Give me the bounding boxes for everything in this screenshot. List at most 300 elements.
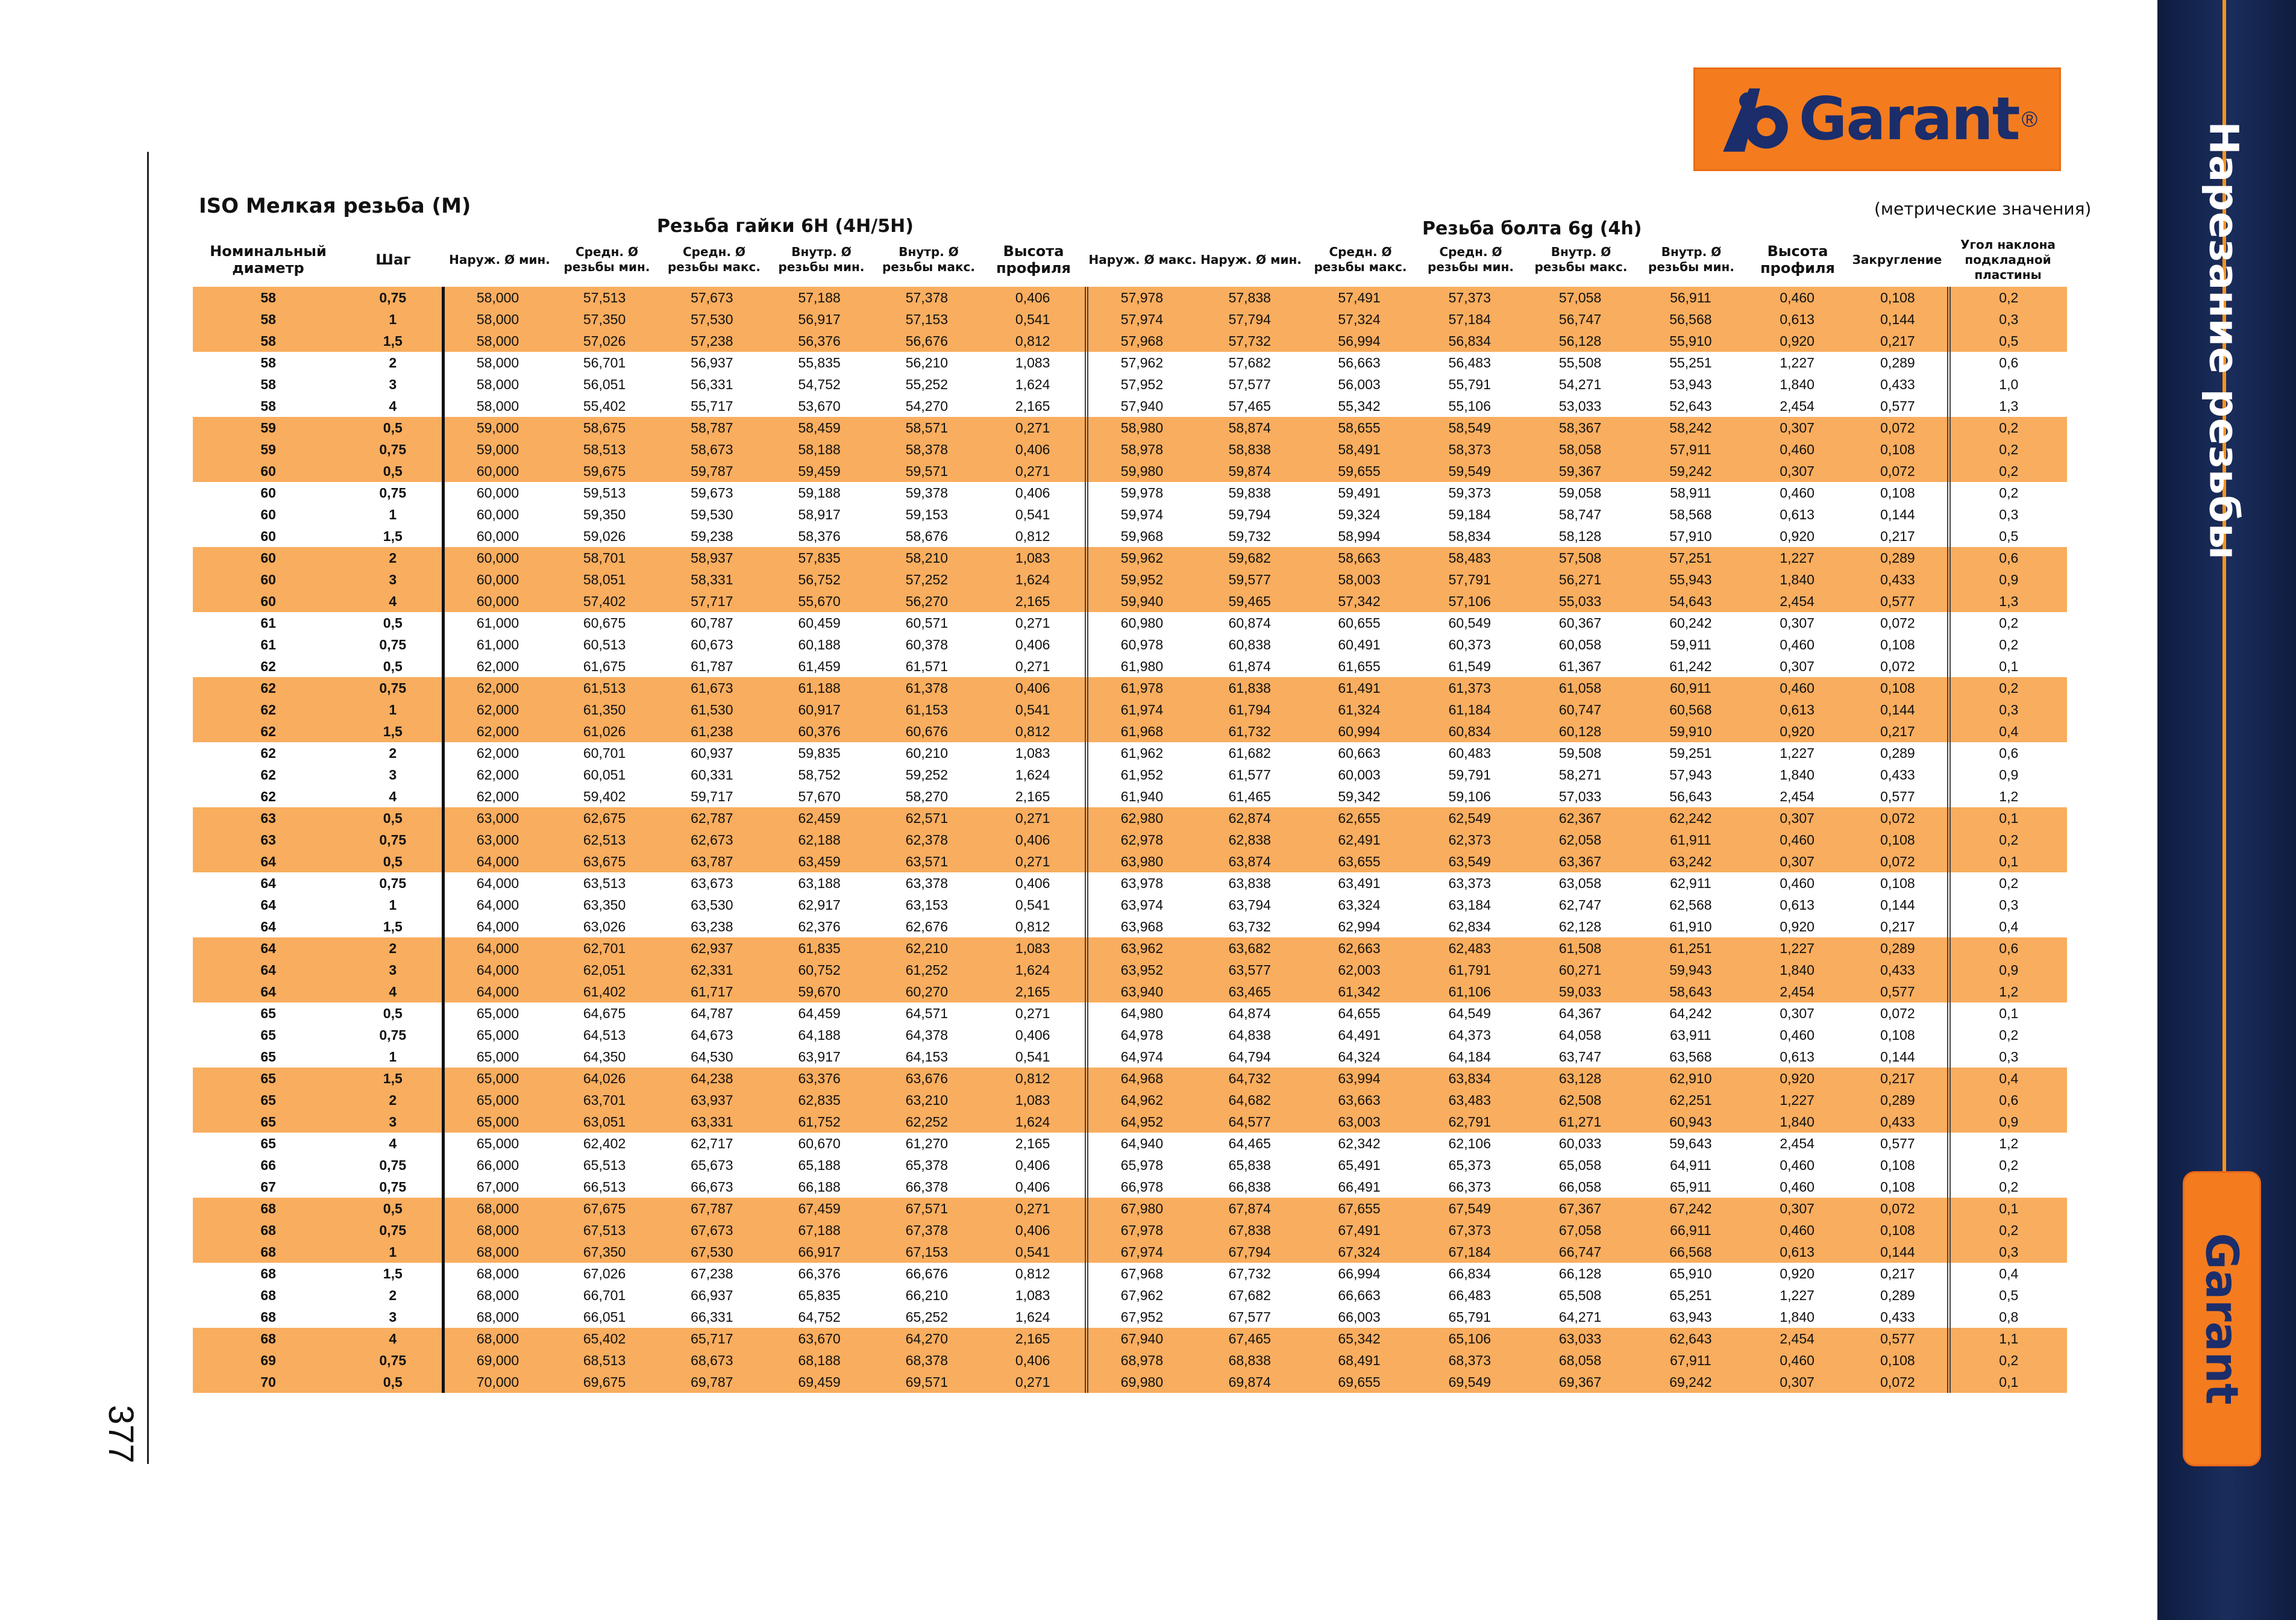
cell-bolt-inner-max: 57,058: [1525, 287, 1635, 308]
cell-nut-pitch-min: 56,051: [583, 376, 626, 392]
table-row: [193, 395, 2067, 417]
table-row: [193, 612, 2067, 634]
cell-nut-pitch-min: 59,675: [551, 460, 658, 482]
cell-bolt-pitch-min: 66,483: [1448, 1287, 1491, 1303]
cell-bolt-inner-min: 58,568: [1669, 506, 1712, 522]
cell-bolt-pitch-max: 64,324: [1338, 1048, 1381, 1065]
cell-bolt-inner-min: 55,251: [1669, 354, 1712, 371]
cell-nut-pitch-min: 65,513: [583, 1157, 626, 1173]
cell-nut-inner-min: 62,835: [766, 1089, 873, 1111]
cell-nut-inner-max: 55,252: [905, 376, 949, 392]
cell-nut-inner-min: 59,670: [766, 981, 873, 1002]
cell-nut-pitch-min: 64,513: [583, 1027, 626, 1043]
cell-nut-outer-min: 60,000: [444, 569, 551, 590]
cell-nut-pitch-max: 61,238: [658, 721, 765, 742]
cell-nominal: 58: [193, 330, 343, 352]
cell-rounding: 0,108: [1880, 1027, 1915, 1043]
cell-bolt-outer-max: 58,980: [1087, 417, 1195, 439]
cell-bolt-inner-min: 61,911: [1636, 829, 1746, 851]
cell-helix-angle: 1,2: [1949, 786, 2067, 807]
cell-bolt-profile: 0,307: [1746, 851, 1848, 872]
cell-bolt-pitch-max: 63,663: [1304, 1089, 1414, 1111]
cell-bolt-inner-max: 66,747: [1525, 1241, 1635, 1263]
cell-bolt-outer-min: 59,682: [1196, 547, 1304, 569]
cell-rounding: 0,072: [1848, 851, 1948, 872]
cell-pitch: 1: [343, 699, 443, 721]
cell-rounding: 0,289: [1880, 1287, 1915, 1303]
cell-helix-angle: 1,2: [1949, 1133, 2067, 1154]
cell-rounding: 0,433: [1880, 1309, 1915, 1325]
cell-bolt-profile: 0,307: [1746, 460, 1848, 482]
cell-bolt-profile: 0,307: [1746, 417, 1848, 439]
cell-bolt-inner-min: 55,943: [1636, 569, 1746, 590]
units-note: (метрические значения): [1874, 199, 2092, 219]
cell-helix-angle: 1,3: [1949, 395, 2067, 417]
cell-bolt-pitch-min: 63,834: [1414, 1068, 1525, 1089]
cell-nut-pitch-max: 61,530: [658, 699, 765, 721]
cell-nut-pitch-max: 63,787: [658, 851, 765, 872]
col-header-nut-pitch-min: Средн. Ø резьбы мин.: [563, 245, 650, 274]
cell-bolt-outer-min: 67,732: [1228, 1265, 1271, 1281]
cell-rounding: 0,144: [1880, 896, 1915, 913]
cell-bolt-pitch-min: 59,373: [1448, 484, 1491, 501]
cell-nut-inner-min: 66,376: [798, 1265, 841, 1281]
cell-bolt-inner-min: 63,943: [1669, 1309, 1712, 1325]
cell-bolt-profile: 0,460: [1746, 439, 1848, 460]
col-header-bolt-inner-min: Внутр. Ø резьбы мин.: [1648, 245, 1734, 274]
cell-bolt-outer-min: 57,794: [1196, 308, 1304, 330]
cell-bolt-pitch-max: 61,324: [1304, 699, 1414, 721]
cell-helix-angle: 0,3: [1949, 1046, 2067, 1068]
cell-bolt-inner-min: 61,242: [1669, 658, 1712, 674]
cell-bolt-inner-max: 62,128: [1558, 918, 1602, 934]
cell-bolt-profile: 1,227: [1780, 1287, 1815, 1303]
cell-nominal: 63: [193, 807, 343, 829]
cell-nut-profile: 0,406: [980, 439, 1087, 460]
cell-bolt-pitch-min: 56,834: [1414, 330, 1525, 352]
cell-bolt-inner-max: 56,271: [1525, 569, 1635, 590]
cell-bolt-pitch-min: 62,373: [1414, 829, 1525, 851]
cell-helix-angle: 0,2: [1949, 872, 2067, 894]
cell-nut-outer-min: 64,000: [444, 959, 551, 981]
cell-nut-outer-min: 62,000: [444, 699, 551, 721]
cell-bolt-inner-max: 60,747: [1525, 699, 1635, 721]
cell-nut-pitch-max: 58,937: [658, 547, 765, 569]
cell-bolt-inner-min: 56,643: [1669, 788, 1712, 804]
margin-rule: [147, 152, 149, 1464]
table-row: [193, 1306, 2067, 1328]
cell-bolt-outer-min: 67,794: [1196, 1241, 1304, 1263]
cell-helix-angle: 0,6: [1949, 937, 2067, 959]
cell-nut-outer-min: 62,000: [444, 742, 551, 764]
cell-bolt-outer-min: 63,732: [1228, 918, 1271, 934]
cell-nut-pitch-min: 61,026: [551, 721, 658, 742]
cell-nut-pitch-min: 60,051: [583, 766, 626, 783]
cell-nut-profile: 1,083: [1015, 1287, 1050, 1303]
cell-rounding: 0,289: [1880, 354, 1915, 371]
cell-nut-profile: 0,541: [980, 1241, 1087, 1263]
cell-nut-pitch-min: 58,701: [551, 547, 658, 569]
cell-bolt-outer-max: 57,978: [1087, 287, 1195, 308]
cell-nut-pitch-min: 66,513: [583, 1178, 626, 1195]
cell-bolt-inner-max: 68,058: [1525, 1349, 1635, 1371]
cell-bolt-profile: 0,613: [1746, 699, 1848, 721]
cell-nut-pitch-min: 64,675: [583, 1005, 626, 1021]
cell-nut-inner-max: 60,210: [905, 745, 949, 761]
cell-nut-pitch-min: 59,026: [583, 528, 626, 544]
garant-emblem-icon: [1717, 81, 1794, 158]
cell-bolt-pitch-max: 62,342: [1338, 1135, 1381, 1151]
table-row: [193, 504, 2067, 525]
cell-bolt-inner-max: 62,508: [1525, 1089, 1635, 1111]
table-row: [193, 916, 2067, 937]
cell-rounding: 0,144: [1880, 506, 1915, 522]
cell-bolt-inner-min: 59,242: [1636, 460, 1746, 482]
cell-bolt-inner-max: 60,128: [1525, 721, 1635, 742]
cell-nut-profile: 0,271: [1015, 658, 1050, 674]
cell-nut-profile: 0,812: [980, 1068, 1087, 1089]
cell-bolt-profile: 1,840: [1780, 376, 1815, 392]
cell-nut-pitch-max: 59,787: [658, 460, 765, 482]
cell-bolt-profile: 0,920: [1780, 528, 1815, 544]
table-row: [193, 1219, 2067, 1241]
cell-pitch: 2: [389, 1287, 397, 1303]
cell-bolt-pitch-max: 59,491: [1338, 484, 1381, 501]
cell-nut-inner-min: 61,835: [766, 937, 873, 959]
cell-nut-pitch-max: 59,530: [691, 506, 733, 522]
cell-helix-angle: 0,2: [1949, 1349, 2067, 1371]
cell-nut-pitch-max: 57,238: [658, 330, 765, 352]
cell-bolt-inner-max: 60,058: [1558, 636, 1602, 652]
cell-bolt-pitch-min: 68,373: [1414, 1349, 1525, 1371]
cell-nut-profile: 1,083: [1015, 745, 1050, 761]
cell-bolt-outer-min: 67,577: [1228, 1309, 1271, 1325]
cell-nut-inner-max: 61,252: [873, 959, 980, 981]
cell-nut-profile: 1,624: [1015, 766, 1050, 783]
table-row: [193, 460, 2067, 482]
cell-nut-inner-max: 66,676: [905, 1265, 949, 1281]
cell-bolt-outer-min: 57,577: [1228, 376, 1271, 392]
cell-nut-inner-min: 63,459: [766, 851, 873, 872]
cell-rounding: 0,433: [1848, 569, 1948, 590]
cell-nut-inner-max: 66,378: [905, 1178, 949, 1195]
cell-bolt-inner-max: 63,747: [1558, 1048, 1602, 1065]
cell-nut-inner-min: 63,188: [798, 875, 841, 891]
cell-nut-outer-min: 64,000: [444, 872, 551, 894]
cell-bolt-profile: 0,920: [1746, 330, 1848, 352]
cell-helix-angle: 0,2: [1949, 634, 2067, 655]
cell-nut-inner-max: 64,571: [905, 1005, 949, 1021]
cell-nut-pitch-max: 63,331: [658, 1111, 765, 1133]
cell-rounding: 0,289: [1880, 745, 1915, 761]
cell-nut-inner-max: 63,210: [873, 1089, 980, 1111]
cell-bolt-profile: 0,920: [1780, 1265, 1815, 1281]
cell-nominal: 68: [260, 1309, 276, 1325]
cell-nut-outer-min: 58,000: [444, 395, 551, 417]
cell-bolt-pitch-min: 62,834: [1448, 918, 1491, 934]
cell-nut-profile: 0,541: [1015, 896, 1050, 913]
cell-nut-inner-max: 63,153: [905, 896, 949, 913]
col-header-bolt-outer-min: Наруж. Ø мин.: [1200, 252, 1302, 267]
cell-bolt-outer-min: 61,794: [1196, 699, 1304, 721]
cell-pitch: 0,5: [343, 1371, 443, 1393]
cell-nut-pitch-max: 67,238: [691, 1265, 733, 1281]
table-row: [193, 872, 2067, 894]
cell-bolt-profile: 0,460: [1780, 1157, 1815, 1173]
table-row: [193, 308, 2067, 330]
table-row: [193, 287, 2067, 308]
cell-bolt-pitch-max: 63,655: [1304, 851, 1414, 872]
cell-nominal: 64: [260, 896, 276, 913]
cell-nominal: 58: [193, 287, 343, 308]
cell-bolt-outer-min: 68,838: [1196, 1349, 1304, 1371]
col-header-helix-angle: Угол наклона подкладной пластины: [1960, 237, 2056, 282]
cell-nut-inner-max: 59,153: [905, 506, 949, 522]
col-header-bolt-inner-max: Внутр. Ø резьбы макс.: [1534, 245, 1628, 274]
page-number: [84, 1398, 157, 1470]
cell-pitch: 0,75: [379, 875, 407, 891]
table-row: [193, 677, 2067, 699]
cell-helix-angle: 0,3: [1949, 894, 2067, 916]
cell-nut-profile: 0,271: [980, 460, 1087, 482]
cell-rounding: 0,108: [1880, 636, 1915, 652]
cell-bolt-pitch-min: 65,106: [1414, 1328, 1525, 1349]
cell-nut-pitch-min: 61,513: [551, 677, 658, 699]
cell-nut-inner-max: 63,378: [905, 875, 949, 891]
cell-nominal: 68: [193, 1198, 343, 1219]
cell-nut-inner-max: 62,676: [905, 918, 949, 934]
cell-pitch: 0,75: [343, 1219, 443, 1241]
cell-bolt-pitch-min: 64,549: [1448, 1005, 1491, 1021]
cell-nut-inner-min: 64,459: [798, 1005, 841, 1021]
cell-nominal: 65: [260, 1027, 276, 1043]
cell-rounding: 0,108: [1880, 1157, 1915, 1173]
cell-bolt-pitch-max: 56,003: [1338, 376, 1381, 392]
cell-pitch: 3: [389, 376, 397, 392]
cell-bolt-profile: 0,920: [1780, 918, 1815, 934]
cell-nominal: 67: [260, 1178, 276, 1195]
cell-pitch: 0,75: [379, 1157, 407, 1173]
cell-nominal: 68: [193, 1328, 343, 1349]
cell-bolt-outer-max: 57,952: [1087, 374, 1195, 395]
cell-nut-pitch-min: 58,675: [551, 417, 658, 439]
cell-nut-pitch-max: 60,937: [691, 745, 733, 761]
cell-bolt-inner-max: 59,058: [1558, 484, 1602, 501]
cell-nut-pitch-min: 67,675: [551, 1198, 658, 1219]
cell-nut-inner-max: 65,252: [905, 1309, 949, 1325]
cell-helix-angle: 0,2: [1949, 1154, 2067, 1176]
cell-helix-angle: 0,2: [1949, 287, 2067, 308]
table-row: [193, 590, 2067, 612]
cell-nut-inner-min: 60,917: [766, 699, 873, 721]
cell-bolt-inner-min: 65,910: [1669, 1265, 1712, 1281]
cell-bolt-outer-max: 59,962: [1087, 547, 1195, 569]
cell-nut-pitch-min: 59,513: [583, 484, 626, 501]
cell-bolt-inner-max: 56,747: [1525, 308, 1635, 330]
cell-bolt-pitch-max: 67,491: [1304, 1219, 1414, 1241]
cell-bolt-inner-min: 63,911: [1670, 1027, 1711, 1043]
cell-bolt-outer-max: 61,974: [1087, 699, 1195, 721]
cell-bolt-pitch-max: 67,324: [1304, 1241, 1414, 1263]
cell-pitch: 2: [389, 354, 397, 371]
cell-nut-outer-min: 61,000: [444, 612, 551, 634]
cell-bolt-inner-max: 53,033: [1558, 398, 1602, 414]
cell-nut-pitch-max: 63,937: [658, 1089, 765, 1111]
cell-nut-pitch-max: 61,673: [658, 677, 765, 699]
cell-nominal: 62: [260, 766, 276, 783]
cell-pitch: 2: [343, 1089, 443, 1111]
table-row: [193, 569, 2067, 590]
cell-nominal: 62: [260, 745, 276, 761]
cell-bolt-pitch-min: 58,834: [1448, 528, 1491, 544]
cell-nut-outer-min: 60,000: [444, 460, 551, 482]
table-row: [193, 829, 2067, 851]
cell-nut-inner-min: 53,670: [798, 398, 841, 414]
cell-nut-pitch-min: 58,051: [551, 569, 658, 590]
table-row: [193, 1263, 2067, 1284]
cell-bolt-pitch-max: 63,324: [1338, 896, 1381, 913]
cell-rounding: 0,072: [1848, 807, 1948, 829]
cell-bolt-outer-min: 63,577: [1196, 959, 1304, 981]
cell-nut-inner-max: 68,378: [873, 1349, 980, 1371]
cell-nut-pitch-max: 62,673: [658, 829, 765, 851]
cell-bolt-profile: 0,920: [1746, 1068, 1848, 1089]
cell-nut-inner-max: 54,270: [905, 398, 949, 414]
cell-nut-profile: 0,812: [1015, 918, 1050, 934]
cell-pitch: 0,5: [343, 807, 443, 829]
cell-pitch: 3: [343, 569, 443, 590]
cell-bolt-inner-min: 60,242: [1669, 615, 1712, 631]
cell-bolt-outer-max: 67,952: [1087, 1306, 1195, 1328]
cell-bolt-outer-min: 61,874: [1228, 658, 1271, 674]
cell-bolt-pitch-min: 63,373: [1448, 875, 1491, 891]
cell-nut-outer-min: 60,000: [444, 504, 551, 525]
cell-nut-outer-min: 58,000: [444, 308, 551, 330]
cell-nut-inner-min: 62,188: [766, 829, 873, 851]
cell-rounding: 0,433: [1848, 959, 1948, 981]
cell-rounding: 0,108: [1848, 829, 1948, 851]
cell-nut-inner-min: 55,670: [766, 590, 873, 612]
cell-bolt-inner-max: 66,128: [1558, 1265, 1602, 1281]
cell-bolt-pitch-max: 66,003: [1338, 1309, 1381, 1325]
cell-bolt-pitch-max: 63,994: [1304, 1068, 1414, 1089]
cell-nut-inner-min: 57,188: [766, 287, 873, 308]
table-row: [193, 1002, 2067, 1024]
cell-nut-outer-min: 60,000: [444, 482, 551, 504]
cell-nut-inner-min: 61,459: [798, 658, 841, 674]
cell-nut-pitch-min: 60,513: [583, 636, 626, 652]
cell-bolt-inner-max: 61,508: [1525, 937, 1635, 959]
cell-bolt-inner-max: 64,367: [1558, 1005, 1602, 1021]
table-row: [193, 1284, 2067, 1306]
cell-helix-angle: 0,1: [1949, 1371, 2067, 1393]
cell-bolt-pitch-max: 61,491: [1304, 677, 1414, 699]
cell-nut-pitch-max: 61,717: [658, 981, 765, 1002]
cell-bolt-inner-max: 65,058: [1558, 1157, 1602, 1173]
cell-rounding: 0,289: [1848, 1089, 1948, 1111]
cell-bolt-inner-min: 57,910: [1669, 528, 1712, 544]
cell-nominal: 62: [193, 721, 343, 742]
cell-nut-inner-min: 62,459: [766, 807, 873, 829]
cell-helix-angle: 0,3: [1949, 699, 2067, 721]
cell-nut-pitch-max: 64,238: [658, 1068, 765, 1089]
cell-bolt-outer-max: 61,962: [1087, 742, 1195, 764]
cell-nut-outer-min: 64,000: [444, 851, 551, 872]
cell-nut-pitch-min: 63,051: [551, 1111, 658, 1133]
logo-wordmark: Garant: [1798, 85, 2019, 154]
cell-bolt-profile: 1,840: [1746, 959, 1848, 981]
cell-bolt-outer-max: 60,980: [1087, 612, 1195, 634]
cell-nut-inner-min: 58,188: [766, 439, 873, 460]
cell-bolt-inner-min: 58,242: [1636, 417, 1746, 439]
cell-nut-profile: 1,083: [980, 937, 1087, 959]
cell-bolt-profile: 0,307: [1746, 1198, 1848, 1219]
cell-nut-inner-max: 67,378: [873, 1219, 980, 1241]
cell-nut-outer-min: 64,000: [444, 981, 551, 1002]
cell-bolt-outer-max: 59,940: [1087, 590, 1195, 612]
cell-bolt-outer-max: 59,968: [1087, 525, 1195, 547]
cell-nominal: 64: [193, 981, 343, 1002]
cell-rounding: 0,072: [1880, 1005, 1915, 1021]
cell-nut-profile: 0,541: [980, 699, 1087, 721]
cell-bolt-outer-max: 65,978: [1087, 1154, 1195, 1176]
cell-bolt-profile: 1,227: [1746, 547, 1848, 569]
cell-bolt-profile: 0,460: [1746, 1349, 1848, 1371]
cell-bolt-outer-max: 64,962: [1087, 1089, 1195, 1111]
cell-rounding: 0,217: [1880, 1265, 1915, 1281]
cell-nut-pitch-min: 67,350: [551, 1241, 658, 1263]
cell-bolt-inner-max: 63,367: [1525, 851, 1635, 872]
cell-nut-profile: 0,406: [980, 1349, 1087, 1371]
cell-bolt-outer-max: 59,978: [1087, 482, 1195, 504]
cell-pitch: 2: [343, 937, 443, 959]
cell-nut-inner-max: 64,378: [905, 1027, 949, 1043]
cell-helix-angle: 0,9: [1949, 1111, 2067, 1133]
cell-rounding: 0,072: [1848, 417, 1948, 439]
cell-bolt-pitch-min: 59,549: [1414, 460, 1525, 482]
cell-helix-angle: 0,2: [1949, 460, 2067, 482]
cell-bolt-inner-min: 63,242: [1636, 851, 1746, 872]
cell-bolt-outer-max: 60,978: [1087, 634, 1195, 655]
cell-rounding: 0,289: [1848, 547, 1948, 569]
cell-nominal: 66: [260, 1157, 276, 1173]
cell-nut-pitch-min: 61,675: [583, 658, 626, 674]
cell-nominal: 65: [260, 1005, 276, 1021]
cell-bolt-outer-min: 61,732: [1196, 721, 1304, 742]
cell-bolt-profile: 0,460: [1746, 1219, 1848, 1241]
cell-nut-pitch-max: 69,787: [658, 1371, 765, 1393]
cell-bolt-outer-max: 61,980: [1087, 655, 1195, 677]
cell-nominal: 58: [260, 398, 276, 414]
col-header-bolt-pitch-max: Средн. Ø резьбы макс.: [1314, 245, 1407, 274]
cell-nut-pitch-min: 60,675: [583, 615, 626, 631]
cell-bolt-outer-max: 64,940: [1087, 1133, 1195, 1154]
cell-nut-inner-min: 59,188: [798, 484, 841, 501]
cell-bolt-pitch-max: 60,003: [1338, 766, 1381, 783]
cell-nut-inner-max: 58,378: [873, 439, 980, 460]
cell-nut-pitch-max: 67,673: [658, 1219, 765, 1241]
table-row: [193, 1111, 2067, 1133]
cell-bolt-pitch-max: 64,655: [1338, 1005, 1381, 1021]
cell-nut-inner-min: 58,459: [766, 417, 873, 439]
cell-nut-profile: 0,406: [980, 829, 1087, 851]
cell-nut-profile: 0,812: [1015, 528, 1050, 544]
cell-helix-angle: 0,6: [1949, 352, 2067, 374]
cell-nut-inner-min: 58,752: [798, 766, 841, 783]
cell-bolt-pitch-max: 60,655: [1338, 615, 1381, 631]
cell-nut-pitch-min: 61,350: [551, 699, 658, 721]
table-row: [193, 699, 2067, 721]
